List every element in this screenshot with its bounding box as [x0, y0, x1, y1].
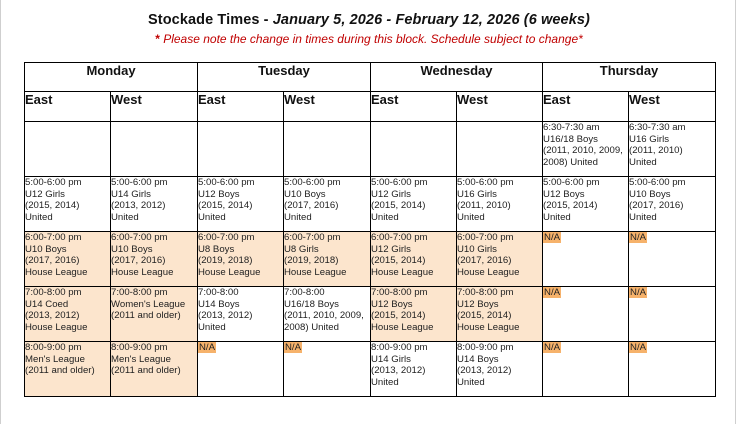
session-detail-text: U14 Boys [457, 353, 499, 365]
side-header-wednesday-west: West [457, 92, 543, 122]
side-header-thursday-east: East [543, 92, 629, 122]
schedule-row [25, 287, 716, 342]
schedule-cell [457, 232, 543, 287]
schedule-row [25, 342, 716, 397]
na-label: N/A [544, 287, 561, 298]
session-detail-text: (2013, 2012) [25, 310, 80, 322]
session-detail-text: United [111, 211, 139, 223]
session-detail-text: United [629, 211, 657, 223]
session-detail-text: (2011, 2010) [629, 145, 683, 157]
session-detail-text: U14 Girls [111, 188, 151, 200]
time-slot-text: 7:00-8:00 pm [111, 287, 168, 298]
time-slot-text: 5:00-6:00 pm [629, 177, 686, 188]
session-detail-text: United [371, 211, 399, 223]
title-dates: January 5, 2026 - February 12, 2026 (6 weeks) [272, 12, 590, 28]
schedule-row [25, 177, 716, 232]
session-detail-text: House League [457, 266, 520, 278]
session-detail-text: (2015, 2014) [198, 200, 253, 212]
time-slot-text: 7:00-8:00 pm [25, 287, 82, 298]
na-label: N/A [544, 232, 561, 243]
side-header-monday-west: West [111, 92, 198, 122]
schedule-cell [457, 122, 543, 177]
schedule-cell [198, 287, 284, 342]
schedule-cell [543, 287, 629, 342]
session-detail-text: (2013, 2012) [371, 365, 426, 377]
schedule-cell [543, 342, 629, 397]
session-detail-text: (2015, 2014) [25, 200, 80, 212]
time-slot-text: 7:00-8:00 [284, 287, 325, 298]
session-detail-text: U12 Boys [543, 188, 585, 200]
schedule-cell [25, 287, 111, 342]
schedule-cell [198, 232, 284, 287]
session-detail-text: (2013, 2012) [198, 310, 253, 322]
session-detail-text: United [198, 211, 226, 223]
schedule-cell [371, 232, 457, 287]
schedule-cell [198, 177, 284, 232]
note-star: * [155, 32, 160, 46]
session-detail-text: U10 Girls [457, 243, 497, 255]
schedule-cell [25, 177, 111, 232]
time-slot-text: 5:00-6:00 pm [284, 177, 341, 188]
session-detail-text: (2011 and older) [111, 310, 181, 322]
schedule-cell [543, 177, 629, 232]
na-label: N/A [630, 232, 647, 243]
schedule-cell [629, 177, 716, 232]
session-detail-text: U16/18 Boys [543, 133, 598, 145]
schedule-cell [111, 342, 198, 397]
schedule-cell [284, 342, 371, 397]
time-slot-text: 8:00-9:00 pm [25, 342, 82, 353]
time-slot-text: 5:00-6:00 pm [543, 177, 600, 188]
schedule-cell [198, 342, 284, 397]
session-detail-text: United [629, 156, 657, 168]
schedule-cell [284, 122, 371, 177]
schedule-cell [629, 232, 716, 287]
session-detail-text: House League [198, 266, 261, 278]
session-detail-text: House League [111, 266, 174, 278]
session-detail-text: (2017, 2016) [457, 255, 512, 267]
session-detail-text: U8 Boys [198, 243, 235, 255]
schedule-cell [371, 342, 457, 397]
schedule-cell [284, 287, 371, 342]
session-detail-text: (2017, 2016) [629, 200, 684, 212]
time-slot-text: 6:30-7:30 am [543, 122, 600, 133]
day-header-row [25, 63, 716, 92]
time-slot-text: 5:00-6:00 pm [371, 177, 428, 188]
schedule-row [25, 232, 716, 287]
time-slot-text: 8:00-9:00 pm [111, 342, 168, 353]
session-detail-text: U10 Boys [111, 243, 153, 255]
session-detail-text: House League [25, 321, 88, 333]
session-detail-text: U16/18 Boys [284, 298, 339, 310]
session-detail-text: House League [25, 266, 88, 278]
time-slot-text: 6:00-7:00 pm [457, 232, 514, 243]
session-detail-text: (2011, 2010) [457, 200, 511, 212]
session-detail-text: U12 Girls [25, 188, 65, 200]
session-detail-text: (2015, 2014) [371, 310, 426, 322]
session-detail-text: U16 Girls [457, 188, 497, 200]
time-slot-text: 7:00-8:00 pm [457, 287, 514, 298]
time-slot-text: 5:00-6:00 pm [25, 177, 82, 188]
session-detail-text: (2019, 2018) [284, 255, 339, 267]
schedule-cell [543, 122, 629, 177]
day-header-monday: Monday [25, 63, 198, 92]
schedule-cell [111, 122, 198, 177]
session-detail-text: U12 Boys [371, 298, 413, 310]
schedule-cell [371, 177, 457, 232]
session-detail-text: House League [457, 321, 520, 333]
session-detail-text: United [543, 211, 571, 223]
side-header-tuesday-west: West [284, 92, 371, 122]
time-slot-text: 5:00-6:00 pm [198, 177, 255, 188]
day-header-tuesday: Tuesday [198, 63, 371, 92]
session-detail-text: U12 Boys [198, 188, 240, 200]
session-detail-text: U10 Boys [284, 188, 326, 200]
time-slot-text: 7:00-8:00 pm [371, 287, 428, 298]
schedule-cell [371, 122, 457, 177]
time-slot-text: 6:00-7:00 pm [111, 232, 168, 243]
session-detail-text: (2017, 2016) [111, 255, 166, 267]
session-detail-text: (2011 and older) [25, 365, 95, 377]
session-detail-text: Men's League [25, 353, 85, 365]
schedule-cell [457, 287, 543, 342]
schedule-cell [457, 342, 543, 397]
schedule-cell [111, 232, 198, 287]
session-detail-text: U10 Boys [25, 243, 67, 255]
schedule-body [25, 122, 716, 397]
time-slot-text: 6:30-7:30 am [629, 122, 686, 133]
session-detail-text: House League [371, 321, 434, 333]
session-detail-text: (2011 and older) [111, 365, 181, 377]
session-detail-text: (2019, 2018) [198, 255, 253, 267]
session-detail-text: United [284, 211, 312, 223]
session-detail-text: U12 Boys [457, 298, 499, 310]
session-detail-text: (2017, 2016) [284, 200, 339, 212]
session-detail-text: (2017, 2016) [25, 255, 80, 267]
schedule-cell [457, 177, 543, 232]
schedule-cell [629, 122, 716, 177]
day-header-thursday: Thursday [543, 63, 716, 92]
schedule-cell [284, 232, 371, 287]
time-slot-text: 7:00-8:00 [198, 287, 239, 298]
note-text: Please note the change in times during this block. Schedule subject to change* [159, 32, 583, 46]
day-header-wednesday: Wednesday [371, 63, 543, 92]
session-detail-text: United [371, 376, 399, 388]
session-detail-text: (2013, 2012) [457, 365, 512, 377]
schedule-cell [25, 122, 111, 177]
side-header-monday-east: East [25, 92, 111, 122]
time-slot-text: 6:00-7:00 pm [25, 232, 82, 243]
time-slot-text: 6:00-7:00 pm [198, 232, 255, 243]
session-detail-text: 2008) United [543, 156, 598, 168]
time-slot-text: 6:00-7:00 pm [371, 232, 428, 243]
session-detail-text: Women's League [111, 298, 186, 310]
time-slot-text: 5:00-6:00 pm [457, 177, 514, 188]
session-detail-text: (2015, 2014) [371, 255, 426, 267]
session-detail-text: U16 Girls [629, 133, 669, 145]
session-detail-text: United [457, 211, 485, 223]
schedule-cell [111, 287, 198, 342]
schedule-cell [371, 287, 457, 342]
schedule-table [24, 62, 716, 397]
session-detail-text: (2015, 2014) [457, 310, 512, 322]
side-header-wednesday-east: East [371, 92, 457, 122]
side-header-row [25, 92, 716, 122]
session-detail-text: U10 Boys [629, 188, 671, 200]
na-label: N/A [630, 287, 647, 298]
session-detail-text: United [25, 211, 53, 223]
page-title [0, 12, 738, 28]
schedule-cell [111, 177, 198, 232]
session-detail-text: U14 Boys [198, 298, 240, 310]
schedule-cell [25, 342, 111, 397]
session-detail-text: (2011, 2010, 2009, [284, 310, 364, 322]
side-header-thursday-west: West [629, 92, 716, 122]
na-label: N/A [544, 342, 561, 353]
session-detail-text: U8 Girls [284, 243, 319, 255]
session-detail-text: Men's League [111, 353, 171, 365]
schedule-cell [198, 122, 284, 177]
time-slot-text: 8:00-9:00 pm [371, 342, 428, 353]
session-detail-text: House League [284, 266, 347, 278]
schedule-row [25, 122, 716, 177]
session-detail-text: U14 Girls [371, 353, 411, 365]
session-detail-text: United [457, 376, 485, 388]
session-detail-text: 2008) United [284, 321, 339, 333]
side-header-tuesday-east: East [198, 92, 284, 122]
session-detail-text: United [198, 321, 226, 333]
na-label: N/A [630, 342, 647, 353]
schedule-cell [629, 342, 716, 397]
time-slot-text: 8:00-9:00 pm [457, 342, 514, 353]
schedule-cell [284, 177, 371, 232]
na-label: N/A [285, 342, 301, 353]
schedule-cell [25, 232, 111, 287]
schedule-cell [629, 287, 716, 342]
na-label: N/A [199, 342, 215, 353]
session-detail-text: (2015, 2014) [543, 200, 598, 212]
session-detail-text: (2015, 2014) [371, 200, 426, 212]
session-detail-text: U12 Girls [371, 243, 411, 255]
schedule-note [0, 32, 738, 46]
session-detail-text: (2011, 2010, 2009, [543, 145, 623, 157]
session-detail-text: U14 Coed [25, 298, 69, 310]
time-slot-text: 6:00-7:00 pm [284, 232, 341, 243]
session-detail-text: U12 Girls [371, 188, 411, 200]
session-detail-text: (2013, 2012) [111, 200, 166, 212]
title-prefix: Stockade Times - [148, 12, 273, 28]
session-detail-text: House League [371, 266, 434, 278]
time-slot-text: 5:00-6:00 pm [111, 177, 168, 188]
schedule-cell [543, 232, 629, 287]
